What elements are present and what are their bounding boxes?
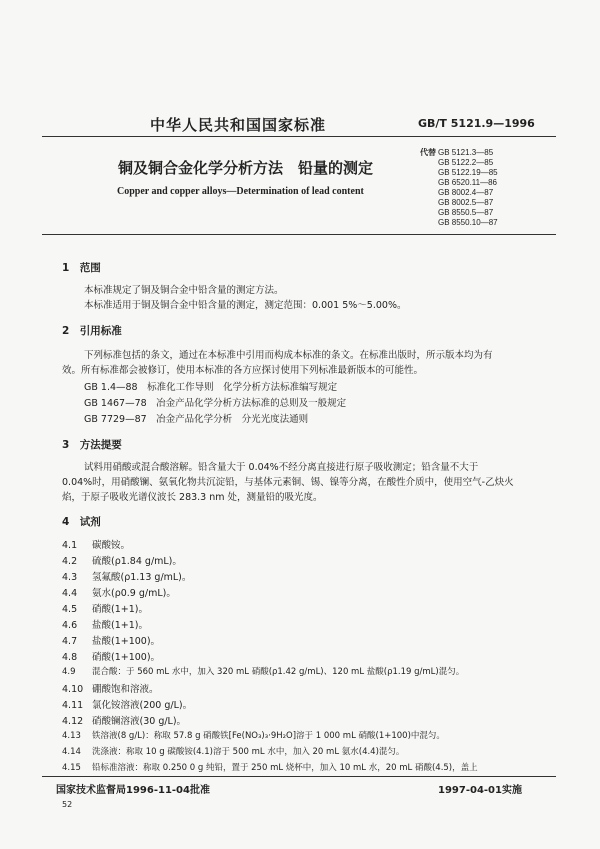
- header-rule: [42, 136, 556, 137]
- reagent-item: 4.13 铁溶液(8 g/L)：称取 57.8 g 硝酸铁[Fe(NO₃)₃·9H₂O]溶于 1 000 mL 硝酸(1+100)中混匀。: [62, 731, 445, 741]
- replaces-label: 代替: [420, 148, 436, 157]
- reference-item: GB 1467—78 冶金产品化学分析方法标准的总则及一般规定: [84, 398, 347, 409]
- reagent-item: 4.14 洗涤液：称取 10 g 碳酸铵(4.1)溶于 500 mL 水中，加入 20 mL 氨水(4.4)混匀。: [62, 747, 405, 757]
- reagent-item: 4.3 氢氟酸(ρ1.13 g/mL)。: [62, 572, 192, 583]
- document-title-zh: 铜及铜合金化学分析方法 铅量的测定: [118, 159, 374, 177]
- footer-rule: [42, 776, 556, 777]
- section-heading-principle: 3 方法提要: [62, 439, 122, 451]
- reagent-item: 4.10 硼酸饱和溶液。: [62, 684, 159, 695]
- replaces-item: GB 8002.5—87: [438, 198, 494, 207]
- reagent-item: 4.9 混合酸：于 560 mL 水中，加入 320 mL 硝酸(ρ1.42 g/mL)、120 mL 盐酸(ρ1.19 g/mL)混匀。: [62, 667, 465, 677]
- replaces-item: GB 8002.4—87: [438, 188, 494, 197]
- document-title-en: Copper and copper alloys—Determination of lead content: [117, 186, 364, 197]
- issuing-body-title: 中华人民共和国国家标准: [150, 116, 327, 134]
- standard-code: GB/T 5121.9—1996: [418, 117, 535, 130]
- replaces-item: GB 6520.11—86: [438, 178, 498, 187]
- paragraph-line: 效。所有标准都会被修订，使用本标准的各方应探讨使用下列标准最新版本的可能性。: [62, 365, 424, 376]
- paragraph-line: 本标准适用于铜及铜合金中铅含量的测定，测定范围：0.001 5%～5.00%。: [84, 300, 407, 311]
- reagent-item: 4.6 盐酸(1+1)。: [62, 620, 148, 631]
- paragraph-line: 试料用硝酸或混合酸溶解。铅含量大于 0.04%不经分离直接进行原子吸收测定；铅含量不大于: [84, 462, 479, 473]
- reagent-item: 4.5 硝酸(1+1)。: [62, 604, 148, 615]
- section-heading-references: 2 引用标准: [62, 325, 122, 337]
- paragraph-line: 焰，于原子吸收光谱仪波长 283.3 nm 处，测量铅的吸光度。: [62, 492, 323, 503]
- title-rule: [42, 234, 556, 235]
- reagent-item: 4.7 盐酸(1+100)。: [62, 636, 161, 647]
- paragraph-line: 下列标准包括的条文，通过在本标准中引用而构成本标准的条文。在标准出版时，所示版本均为有: [84, 350, 493, 361]
- reagent-item: 4.4 氨水(ρ0.9 g/mL)。: [62, 588, 176, 599]
- replaces-list: [420, 148, 498, 228]
- replaces-item: GB 5122.2—85: [438, 158, 494, 167]
- paragraph-line: 0.04%时，用硝酸镧、氨氧化物共沉淀铅，与基体元素铜、锡、镍等分离，在酸性介质中，使用空气-乙炔火: [62, 477, 514, 488]
- reference-item: GB 1.4—88 标准化工作导则 化学分析方法标准编写规定: [84, 382, 338, 393]
- effective-date: 1997-04-01实施: [438, 785, 522, 796]
- reagent-item: 4.12 硝酸镧溶液(30 g/L)。: [62, 716, 187, 727]
- paragraph-line: 本标准规定了铜及铜合金中铅含量的测定方法。: [84, 285, 284, 296]
- reagent-item: 4.15 铅标准溶液：称取 0.250 0 g 纯铅，置于 250 mL 烧杯中，加入 10 mL 水，20 mL 硝酸(4.5)，盖上: [62, 763, 478, 773]
- replaces-item: GB 5122.19—85: [438, 168, 498, 177]
- reagent-item: 4.2 硫酸(ρ1.84 g/mL)。: [62, 556, 182, 567]
- replaces-item: GB 5121.3—85: [438, 148, 494, 157]
- section-heading-scope: 1 范围: [62, 262, 101, 274]
- reagent-item: 4.1 碳酸铵。: [62, 540, 131, 551]
- replaces-item: GB 8550.5—87: [438, 208, 494, 217]
- reference-item: GB 7729—87 冶金产品化学分析 分光光度法通则: [84, 414, 309, 425]
- approval-date: 国家技术监督局1996-11-04批准: [56, 785, 210, 796]
- page-number: 52: [62, 800, 73, 809]
- reagent-item: 4.11 氯化铵溶液(200 g/L)。: [62, 700, 193, 711]
- replaces-item: GB 8550.10—87: [438, 218, 498, 227]
- reagent-item: 4.8 硝酸(1+100)。: [62, 652, 161, 663]
- section-heading-reagents: 4 试剂: [62, 516, 101, 528]
